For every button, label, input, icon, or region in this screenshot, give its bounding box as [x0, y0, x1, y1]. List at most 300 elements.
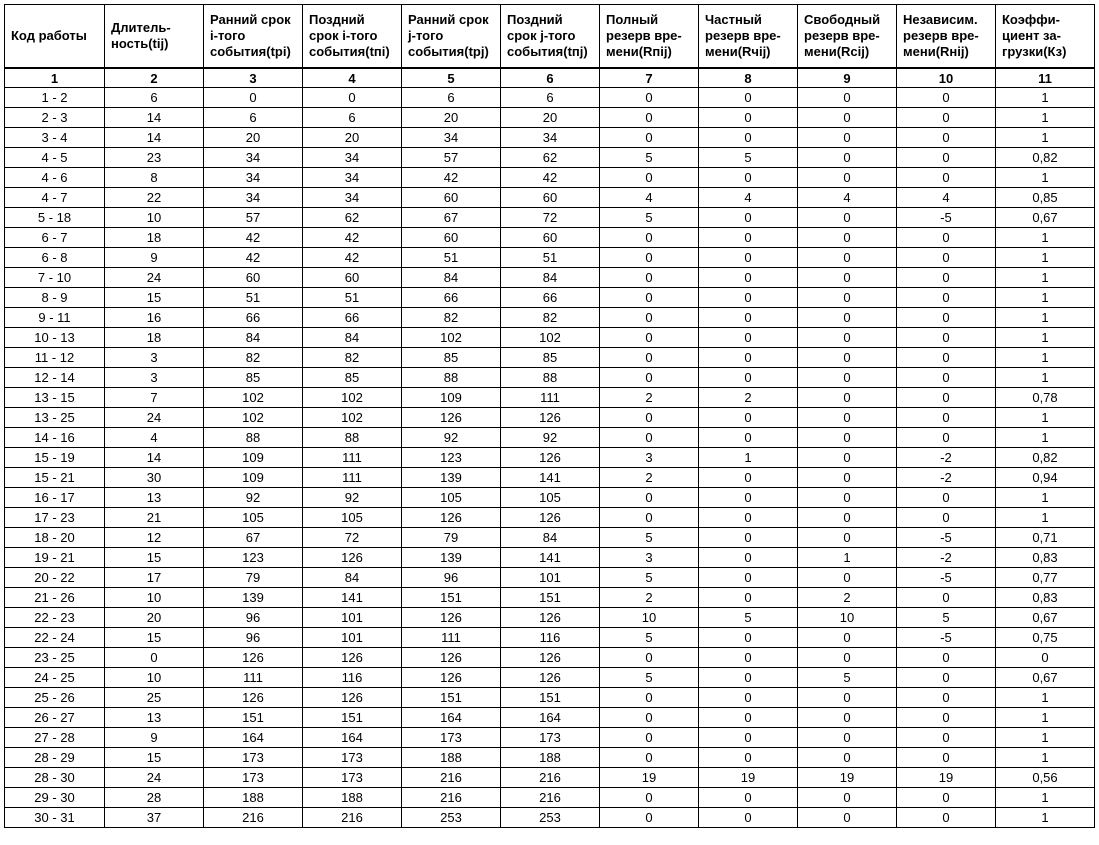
- table-cell: 0: [798, 348, 897, 368]
- table-cell: 0: [798, 628, 897, 648]
- table-cell: 6: [501, 88, 600, 108]
- table-cell: 5: [600, 668, 699, 688]
- table-cell: 111: [501, 388, 600, 408]
- table-cell: 1: [996, 328, 1095, 348]
- header-independent-reserve: Независим. резерв вре-мени(Rнij): [897, 5, 996, 69]
- table-cell: 1: [798, 548, 897, 568]
- table-cell: 1: [996, 488, 1095, 508]
- table-cell: 88: [303, 428, 402, 448]
- table-cell: 0: [897, 808, 996, 828]
- header-row: [5, 5, 1095, 69]
- table-cell: 5: [897, 608, 996, 628]
- table-cell: 101: [303, 628, 402, 648]
- work-code-cell: 24 - 25: [5, 668, 105, 688]
- table-cell: 0,94: [996, 468, 1095, 488]
- table-cell: 0: [600, 128, 699, 148]
- table-cell: 216: [402, 768, 501, 788]
- table-cell: 0: [600, 88, 699, 108]
- table-cell: 1: [996, 308, 1095, 328]
- table-row: [5, 708, 1095, 728]
- table-cell: 6: [204, 108, 303, 128]
- table-cell: 126: [402, 508, 501, 528]
- table-cell: 57: [402, 148, 501, 168]
- table-cell: 0: [897, 168, 996, 188]
- table-cell: 0: [897, 748, 996, 768]
- table-cell: 0: [699, 628, 798, 648]
- table-row: [5, 368, 1095, 388]
- table-cell: 2: [699, 388, 798, 408]
- table-cell: 102: [402, 328, 501, 348]
- table-cell: 188: [303, 788, 402, 808]
- work-code-cell: 10 - 13: [5, 328, 105, 348]
- work-code-cell: 9 - 11: [5, 308, 105, 328]
- table-cell: 0: [897, 648, 996, 668]
- table-cell: 5: [699, 608, 798, 628]
- table-cell: 0: [699, 568, 798, 588]
- table-cell: 24: [105, 408, 204, 428]
- table-cell: 0: [699, 588, 798, 608]
- table-cell: 0,85: [996, 188, 1095, 208]
- table-row: [5, 508, 1095, 528]
- table-cell: 6: [105, 88, 204, 108]
- work-code-cell: 11 - 12: [5, 348, 105, 368]
- table-cell: 0,77: [996, 568, 1095, 588]
- table-cell: 0: [798, 148, 897, 168]
- table-cell: 3: [105, 368, 204, 388]
- table-cell: 67: [402, 208, 501, 228]
- table-cell: 24: [105, 768, 204, 788]
- table-cell: 0: [600, 728, 699, 748]
- table-cell: 66: [204, 308, 303, 328]
- table-cell: 0: [699, 528, 798, 548]
- table-row: [5, 108, 1095, 128]
- table-row: [5, 408, 1095, 428]
- table-cell: 20: [105, 608, 204, 628]
- table-cell: 0: [798, 648, 897, 668]
- table-cell: 102: [501, 328, 600, 348]
- table-cell: 0: [897, 788, 996, 808]
- table-cell: 173: [204, 768, 303, 788]
- table-cell: 111: [303, 468, 402, 488]
- table-cell: 1: [996, 508, 1095, 528]
- table-cell: 42: [501, 168, 600, 188]
- table-cell: 105: [204, 508, 303, 528]
- table-cell: 0: [798, 88, 897, 108]
- table-cell: 25: [105, 688, 204, 708]
- table-cell: 216: [204, 808, 303, 828]
- work-code-cell: 20 - 22: [5, 568, 105, 588]
- table-cell: 109: [204, 468, 303, 488]
- work-code-cell: 26 - 27: [5, 708, 105, 728]
- table-row: [5, 568, 1095, 588]
- table-cell: 3: [105, 348, 204, 368]
- table-cell: 0: [798, 208, 897, 228]
- table-cell: 173: [204, 748, 303, 768]
- table-cell: 84: [303, 568, 402, 588]
- table-cell: 253: [501, 808, 600, 828]
- table-cell: 60: [303, 268, 402, 288]
- table-cell: 0: [897, 268, 996, 288]
- table-cell: 66: [501, 288, 600, 308]
- table-cell: 126: [204, 648, 303, 668]
- column-number: 11: [996, 68, 1095, 88]
- table-cell: 1: [996, 428, 1095, 448]
- work-code-cell: 2 - 3: [5, 108, 105, 128]
- table-cell: 216: [303, 808, 402, 828]
- table-cell: 14: [105, 448, 204, 468]
- table-cell: 34: [204, 148, 303, 168]
- table-cell: 12: [105, 528, 204, 548]
- table-cell: 13: [105, 488, 204, 508]
- table-cell: 164: [204, 728, 303, 748]
- table-row: [5, 268, 1095, 288]
- table-cell: 20: [303, 128, 402, 148]
- table-cell: 0,56: [996, 768, 1095, 788]
- table-cell: 30: [105, 468, 204, 488]
- table-cell: 141: [501, 548, 600, 568]
- table-cell: 126: [204, 688, 303, 708]
- work-code-cell: 8 - 9: [5, 288, 105, 308]
- table-cell: 88: [402, 368, 501, 388]
- column-number-row: [5, 68, 1095, 88]
- table-cell: 3: [600, 448, 699, 468]
- table-cell: 126: [402, 608, 501, 628]
- header-late-start-i: Поздний срок i-того события(tпi): [303, 5, 402, 69]
- table-cell: 0: [798, 448, 897, 468]
- table-cell: 188: [501, 748, 600, 768]
- header-early-start-i: Ранний срок i-того события(tpi): [204, 5, 303, 69]
- header-duration: Длитель-ность(tij): [105, 5, 204, 69]
- table-cell: 79: [402, 528, 501, 548]
- table-cell: 21: [105, 508, 204, 528]
- table-cell: 126: [501, 508, 600, 528]
- table-cell: 19: [699, 768, 798, 788]
- table-cell: 9: [105, 248, 204, 268]
- table-row: [5, 528, 1095, 548]
- table-cell: 116: [501, 628, 600, 648]
- table-cell: 82: [402, 308, 501, 328]
- table-cell: 0,67: [996, 608, 1095, 628]
- table-cell: 16: [105, 308, 204, 328]
- table-cell: 141: [303, 588, 402, 608]
- table-cell: 5: [600, 568, 699, 588]
- table-cell: 0: [798, 308, 897, 328]
- work-code-cell: 16 - 17: [5, 488, 105, 508]
- table-cell: 5: [600, 528, 699, 548]
- table-cell: 105: [501, 488, 600, 508]
- table-cell: 34: [303, 148, 402, 168]
- table-cell: 0: [699, 788, 798, 808]
- table-cell: 34: [204, 188, 303, 208]
- table-cell: 15: [105, 288, 204, 308]
- table-cell: 13: [105, 708, 204, 728]
- table-cell: 102: [204, 408, 303, 428]
- table-cell: 101: [303, 608, 402, 628]
- table-cell: 0: [897, 328, 996, 348]
- table-cell: 1: [996, 788, 1095, 808]
- table-cell: 0,78: [996, 388, 1095, 408]
- table-cell: 188: [402, 748, 501, 768]
- table-cell: 1: [996, 88, 1095, 108]
- table-row: [5, 288, 1095, 308]
- table-cell: 0: [897, 488, 996, 508]
- table-cell: 51: [501, 248, 600, 268]
- table-cell: 85: [501, 348, 600, 368]
- table-cell: 20: [402, 108, 501, 128]
- table-cell: 82: [204, 348, 303, 368]
- table-cell: 0,83: [996, 588, 1095, 608]
- table-cell: 151: [501, 588, 600, 608]
- table-cell: 0: [897, 508, 996, 528]
- table-cell: 62: [501, 148, 600, 168]
- table-cell: 123: [204, 548, 303, 568]
- table-cell: 0: [600, 508, 699, 528]
- table-cell: 34: [303, 168, 402, 188]
- table-cell: 0: [798, 468, 897, 488]
- work-code-cell: 30 - 31: [5, 808, 105, 828]
- table-cell: 126: [303, 548, 402, 568]
- table-cell: 18: [105, 328, 204, 348]
- table-cell: 0: [798, 728, 897, 748]
- table-cell: 84: [402, 268, 501, 288]
- work-code-cell: 21 - 26: [5, 588, 105, 608]
- work-code-cell: 23 - 25: [5, 648, 105, 668]
- work-code-cell: 1 - 2: [5, 88, 105, 108]
- table-cell: 0: [699, 328, 798, 348]
- table-cell: 0: [897, 408, 996, 428]
- table-row: [5, 608, 1095, 628]
- table-cell: 0: [699, 808, 798, 828]
- table-cell: 0: [699, 308, 798, 328]
- table-cell: 102: [303, 388, 402, 408]
- table-cell: 116: [303, 668, 402, 688]
- column-number: 6: [501, 68, 600, 88]
- table-cell: 0: [600, 268, 699, 288]
- table-cell: 0,83: [996, 548, 1095, 568]
- table-cell: 0,75: [996, 628, 1095, 648]
- table-cell: 5: [798, 668, 897, 688]
- table-row: [5, 88, 1095, 108]
- table-cell: 111: [402, 628, 501, 648]
- work-code-cell: 22 - 23: [5, 608, 105, 628]
- table-cell: 0: [798, 108, 897, 128]
- table-cell: 0: [798, 788, 897, 808]
- table-cell: 10: [105, 588, 204, 608]
- table-cell: -5: [897, 628, 996, 648]
- header-work-code: Код работы: [5, 5, 105, 69]
- table-row: [5, 728, 1095, 748]
- table-cell: 0: [699, 228, 798, 248]
- table-cell: 126: [303, 648, 402, 668]
- table-cell: 96: [402, 568, 501, 588]
- table-cell: 51: [402, 248, 501, 268]
- table-cell: 0: [798, 808, 897, 828]
- table-cell: 0: [798, 328, 897, 348]
- table-cell: 1: [996, 368, 1095, 388]
- table-row: [5, 628, 1095, 648]
- table-cell: 5: [600, 628, 699, 648]
- table-cell: 126: [402, 668, 501, 688]
- table-cell: 0: [600, 688, 699, 708]
- table-row: [5, 748, 1095, 768]
- column-number: 9: [798, 68, 897, 88]
- table-row: [5, 788, 1095, 808]
- table-cell: 0: [897, 108, 996, 128]
- table-row: [5, 688, 1095, 708]
- table-cell: 0: [699, 648, 798, 668]
- column-number: 2: [105, 68, 204, 88]
- table-cell: 85: [303, 368, 402, 388]
- table-cell: 2: [798, 588, 897, 608]
- column-number: 1: [5, 68, 105, 88]
- table-cell: 0: [897, 308, 996, 328]
- table-cell: 0,82: [996, 448, 1095, 468]
- table-cell: 0: [897, 588, 996, 608]
- table-cell: 0: [897, 388, 996, 408]
- table-cell: 0,67: [996, 208, 1095, 228]
- table-cell: 0: [699, 88, 798, 108]
- table-cell: 0: [600, 168, 699, 188]
- table-cell: 1: [996, 688, 1095, 708]
- table-cell: 0: [798, 488, 897, 508]
- table-cell: 0: [897, 728, 996, 748]
- table-cell: 0: [798, 288, 897, 308]
- table-cell: 105: [303, 508, 402, 528]
- table-cell: 151: [402, 688, 501, 708]
- table-cell: 96: [204, 628, 303, 648]
- table-cell: 102: [204, 388, 303, 408]
- table-cell: 111: [303, 448, 402, 468]
- table-cell: 0: [600, 408, 699, 428]
- table-cell: 126: [501, 648, 600, 668]
- table-cell: 139: [402, 548, 501, 568]
- table-row: [5, 808, 1095, 828]
- table-row: [5, 488, 1095, 508]
- table-cell: 10: [105, 668, 204, 688]
- table-cell: 1: [996, 408, 1095, 428]
- table-cell: 0: [699, 548, 798, 568]
- table-cell: 51: [303, 288, 402, 308]
- table-cell: 84: [501, 528, 600, 548]
- table-cell: 1: [699, 448, 798, 468]
- table-cell: 0: [897, 688, 996, 708]
- table-row: [5, 468, 1095, 488]
- table-cell: 0: [600, 328, 699, 348]
- table-cell: 0: [600, 788, 699, 808]
- work-code-cell: 15 - 19: [5, 448, 105, 468]
- table-cell: 1: [996, 348, 1095, 368]
- work-code-cell: 27 - 28: [5, 728, 105, 748]
- table-cell: 60: [501, 188, 600, 208]
- table-row: [5, 148, 1095, 168]
- table-cell: -2: [897, 468, 996, 488]
- table-row: [5, 328, 1095, 348]
- table-cell: 6: [303, 108, 402, 128]
- table-cell: 72: [303, 528, 402, 548]
- table-cell: 1: [996, 128, 1095, 148]
- table-cell: 84: [303, 328, 402, 348]
- table-cell: 1: [996, 728, 1095, 748]
- table-cell: 1: [996, 108, 1095, 128]
- table-cell: 20: [501, 108, 600, 128]
- table-cell: 4: [600, 188, 699, 208]
- table-cell: 0: [897, 88, 996, 108]
- work-code-cell: 4 - 7: [5, 188, 105, 208]
- table-cell: 88: [204, 428, 303, 448]
- table-cell: 92: [204, 488, 303, 508]
- table-cell: 0: [699, 708, 798, 728]
- table-cell: 0: [897, 708, 996, 728]
- table-cell: 96: [204, 608, 303, 628]
- header-load-coefficient: Коэффи-циент за-грузки(Кз): [996, 5, 1095, 69]
- table-cell: 15: [105, 548, 204, 568]
- work-code-cell: 12 - 14: [5, 368, 105, 388]
- table-cell: 0: [699, 728, 798, 748]
- table-cell: 3: [600, 548, 699, 568]
- table-row: [5, 588, 1095, 608]
- work-code-cell: 25 - 26: [5, 688, 105, 708]
- table-cell: 0: [699, 168, 798, 188]
- work-code-cell: 4 - 6: [5, 168, 105, 188]
- table-cell: 0: [105, 648, 204, 668]
- table-cell: 111: [204, 668, 303, 688]
- table-cell: 216: [501, 788, 600, 808]
- table-cell: 0: [699, 288, 798, 308]
- work-code-cell: 4 - 5: [5, 148, 105, 168]
- table-cell: 0: [699, 128, 798, 148]
- table-cell: 84: [204, 328, 303, 348]
- table-cell: 109: [204, 448, 303, 468]
- table-cell: 0: [798, 408, 897, 428]
- table-cell: 4: [699, 188, 798, 208]
- table-cell: 0: [699, 488, 798, 508]
- table-cell: 173: [303, 768, 402, 788]
- header-full-reserve: Полный резерв вре-мени(Rпij): [600, 5, 699, 69]
- table-cell: 0: [897, 348, 996, 368]
- table-cell: 0: [600, 748, 699, 768]
- table-cell: 14: [105, 108, 204, 128]
- table-row: [5, 388, 1095, 408]
- table-cell: 82: [303, 348, 402, 368]
- table-cell: -5: [897, 528, 996, 548]
- table-cell: -5: [897, 208, 996, 228]
- table-cell: 10: [600, 608, 699, 628]
- work-code-cell: 29 - 30: [5, 788, 105, 808]
- table-cell: 0: [600, 808, 699, 828]
- table-cell: 105: [402, 488, 501, 508]
- table-cell: 66: [303, 308, 402, 328]
- table-cell: 72: [501, 208, 600, 228]
- table-cell: 51: [204, 288, 303, 308]
- header-partial-reserve: Частный резерв вре-мени(Rчij): [699, 5, 798, 69]
- table-cell: 4: [897, 188, 996, 208]
- table-cell: 0: [798, 708, 897, 728]
- table-cell: 0: [699, 408, 798, 428]
- table-cell: 1: [996, 748, 1095, 768]
- work-code-cell: 6 - 7: [5, 228, 105, 248]
- table-cell: 126: [402, 648, 501, 668]
- table-cell: 0: [699, 248, 798, 268]
- table-cell: 42: [402, 168, 501, 188]
- column-number: 5: [402, 68, 501, 88]
- table-cell: 60: [402, 188, 501, 208]
- work-code-cell: 18 - 20: [5, 528, 105, 548]
- table-cell: 139: [402, 468, 501, 488]
- table-cell: 0: [798, 748, 897, 768]
- table-cell: 0: [897, 228, 996, 248]
- table-cell: 164: [402, 708, 501, 728]
- table-cell: 0: [600, 228, 699, 248]
